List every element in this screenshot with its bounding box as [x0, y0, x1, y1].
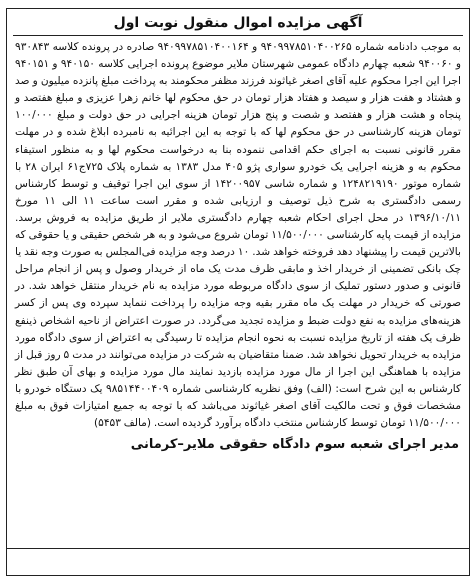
- auction-notice: [6, 8, 470, 576]
- notice-signature: مدیر اجرای شعبه سوم دادگاه حقوقی ملایر–کرمانی: [130, 437, 459, 453]
- notice-title: آگهی مزایده اموال منقول نوبت اول: [113, 15, 363, 31]
- notice-body: به موجب دادنامه شماره ۹۴۰۹۹۷۸۵۱۰۴۰۰۲۶۵ و ۹۴۰۹۹۷۸۵۱۰۴۰۰۱۶۴ صادره در پرونده کلاسه ۹۳۰۸۴۳ و ۹۴۰۰۶۰ شعبه چهارم دادگاه عمومی شهرستان ملایر موضوع پرونده اجرایی کلاسه ۹۴۰۱۵۰ و ۹۴۰۱۵۱ اجرا این اجرا محکوم علیه آقای اصغر غیاثوند فرزند مظفر محکومند به پرداخت مبلغ پانزده میلیون و صد و هشتاد و هفت هزار و سیصد و هفتاد هزار تومان در حق محکوم لها خانم زهرا عزیزی و مبلغ هفتصد و پنجاه و هشت هزار و هفتصد و شصت و پنج هزار تومان هزینه اجرایی در حق دولت و مبلغ ۱۰۰/۰۰۰ تومان هزینه کارشناسی در حق محکوم لها که با توجه به این اجرائیه به نامبرده ابلاغ شده و در مهلت مقرر قانونی نسبت به اجرای حکم اقدامی ننموده بنا به درخواست محکوم لها و به منظور استیفاء محکوم به و هزینه اجرایی یک خودرو سواری پژو ۴۰۵ مدل ۱۳۸۳ به شماره پلاک ۷۲۵ج۶۱ ایران ۲۸ با شماره موتور ۱۲۴۸۲۱۹۱۹۰ و شماره شاسی ۱۴۲۰۰۹۵۷ از سوی این اجرا توقیف و توسط کارشناس رسمی دادگستری به شرح ذیل توصیف و ارزیابی شده و مقرر است ساعت ۱۱ الی ۱۱ مورخ ۱۳۹۶/۱۰/۱۱ در محل اجرای احکام شعبه چهارم دادگستری ملایر از طریق مزایده به فروش برسد. مزایده از قیمت پایه کارشناسی ۱۱/۵۰۰/۰۰۰ تومان شروع می‌شود و به هر شخص حقیقی و یا حقوقی که بالاترین قیمت را پیشنهاد دهد فروخته خواهد شد. ۱۰ درصد وجه مزایده فی‌المجلس به صورت وجه نقد یا چک بانکی تضمینی از خریدار اخذ و مابقی ظرف مدت یک ماه از خریدار وصول و پس از انجام مراحل قانونی و صدور دستور تملیک از سوی دادگاه مربوطه مورد مزایده به نام خریدار منتقل خواهد شد. در صورتی که خریدار در مهلت یک ماه مقرر بقیه وجه مزایده را پرداخت ننماید سپرده وی پس از کسر هزینه‌های مزایده به نفع دولت ضبط و مزایده تجدید می‌گردد. در صورت اعتراض از ناحیه اشخاص ذینفع ظرف یک هفته از تاریخ مزایده نسبت به نحوه انجام مزایده تا رسیدگی به اعتراض از سوی دادگاه مورد مزایده به خریدار تحویل نخواهد شد. ضمنا متقاضیان به شرکت در مزایده می‌توانند در مدت ۵ روز قبل از مزایده با هماهنگی این اجرا از مال مورد مزایده بازدید نمایند مال مورد مزایده و بهای آن طبق نظر کارشناس به این شرح است: (الف) وفق نظریه کارشناسی شماره ۹۸۵۱۴۴۰۰۴۰۹ یک دستگاه خودرو با مشخصات فوق و تحت مالکیت آقای اصغر غیاثوند می‌باشد که با توجه به جمیع امتیازات فوق به مبلغ ۱۱/۵۰۰/۰۰۰ تومان توسط کارشناس منتخب دادگاه برآورد گردیده است. (مالف ۵۴۵۳): [15, 41, 462, 430]
- bottom-divider: [7, 548, 469, 549]
- title-divider: [13, 35, 463, 36]
